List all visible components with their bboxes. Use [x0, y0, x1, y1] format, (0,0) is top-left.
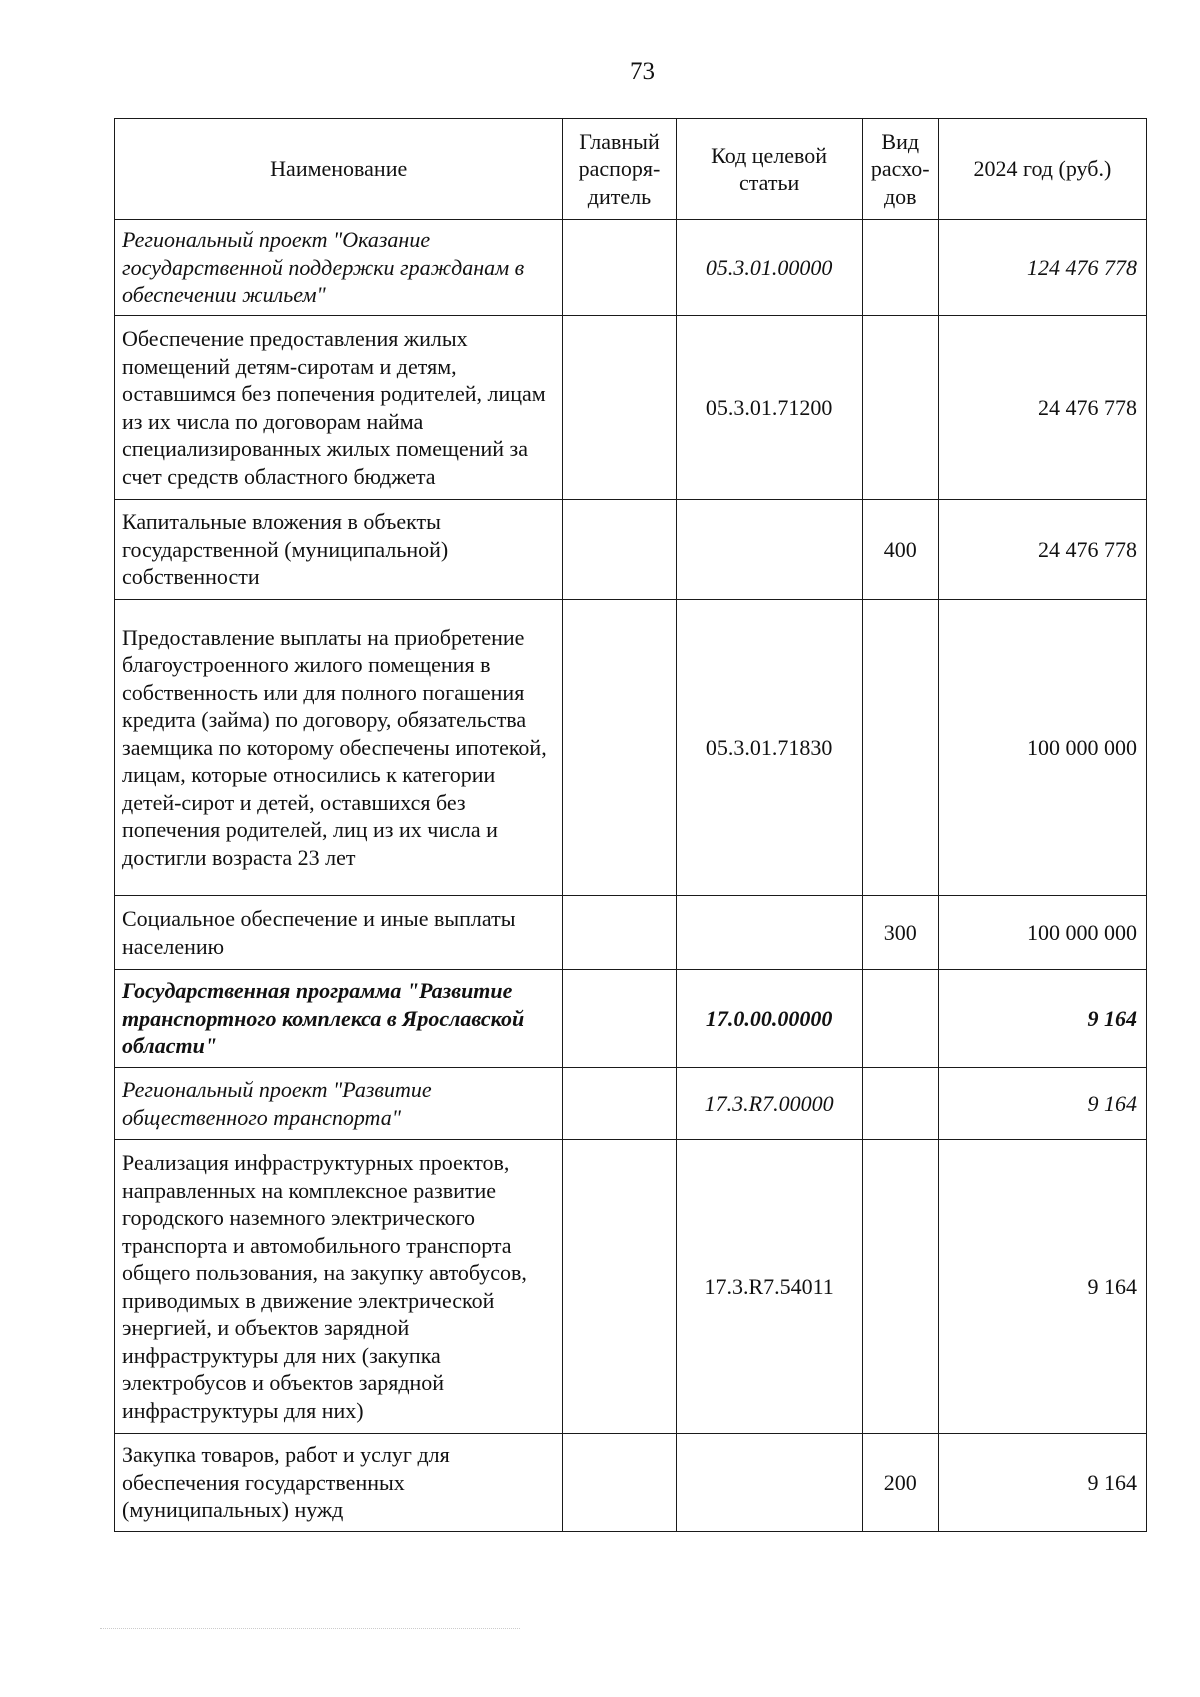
cell-amount: 9 164	[938, 1434, 1146, 1532]
cell-code: 17.3.R7.00000	[676, 1068, 862, 1140]
cell-name: Государственная программа "Развитие транспортного комплекса в Ярославской области"	[115, 970, 563, 1068]
cell-code	[676, 896, 862, 970]
cell-name: Обеспечение предоставления жилых помещений детям-сиротам и детям, оставшимся без попечения родителей, лицам из их числа по договорам найма специализированных жилых помещений за счет средств областного бюджета	[115, 316, 563, 500]
cell-admin	[563, 896, 676, 970]
header-type: Вид расхо-дов	[862, 119, 938, 220]
cell-code	[676, 1434, 862, 1532]
cell-name: Реализация инфраструктурных проектов, направленных на комплексное развитие городского наземного электрического транспорта и автомобильного транспорта общего пользования, на закупку автобусов, приводимых в движение электрической энергией, и объектов зарядной инфраструктуры для них (закупка электробусов и объектов зарядной инфраструктуры для них)	[115, 1140, 563, 1434]
cell-amount: 9 164	[938, 970, 1146, 1068]
cell-type	[862, 600, 938, 896]
cell-code: 05.3.01.71830	[676, 600, 862, 896]
cell-name: Региональный проект "Оказание государственной поддержки гражданам в обеспечении жильем"	[115, 220, 563, 316]
cell-code: 17.3.R7.54011	[676, 1140, 862, 1434]
cell-type: 300	[862, 896, 938, 970]
cell-type	[862, 220, 938, 316]
cell-admin	[563, 1068, 676, 1140]
header-amount: 2024 год (руб.)	[938, 119, 1146, 220]
cell-code: 17.0.00.00000	[676, 970, 862, 1068]
cell-admin	[563, 970, 676, 1068]
cell-type	[862, 1068, 938, 1140]
cell-amount: 24 476 778	[938, 500, 1146, 600]
table-row	[115, 1434, 1147, 1532]
header-admin: Главный распоря-дитель	[563, 119, 676, 220]
cell-name: Капитальные вложения в объекты государственной (муниципальной) собственности	[115, 500, 563, 600]
table-row	[115, 896, 1147, 970]
cell-code	[676, 500, 862, 600]
cell-name: Закупка товаров, работ и услуг для обеспечения государственных (муниципальных) нужд	[115, 1434, 563, 1532]
cell-admin	[563, 220, 676, 316]
cell-name: Предоставление выплаты на приобретение благоустроенного жилого помещения в собственность или для полного погашения кредита (займа) по договору, обязательства заемщика по которому обеспечены ипотекой, лицам, которые относились к категории детей-сирот и детей, оставшихся без попечения родителей, лиц из их числа и достигли возраста 23 лет	[115, 600, 563, 896]
cell-type: 400	[862, 500, 938, 600]
cell-code: 05.3.01.00000	[676, 220, 862, 316]
cell-amount: 9 164	[938, 1068, 1146, 1140]
cell-type	[862, 316, 938, 500]
cell-amount: 124 476 778	[938, 220, 1146, 316]
cell-type	[862, 970, 938, 1068]
scan-artifact	[100, 1628, 520, 1631]
header-name: Наименование	[115, 119, 563, 220]
cell-name: Региональный проект "Развитие общественного транспорта"	[115, 1068, 563, 1140]
cell-admin	[563, 600, 676, 896]
cell-admin	[563, 316, 676, 500]
page-number: 73	[630, 58, 655, 85]
cell-type: 200	[862, 1434, 938, 1532]
table-row	[115, 600, 1147, 896]
cell-amount: 100 000 000	[938, 600, 1146, 896]
budget-table	[114, 118, 1147, 1532]
table-header-row	[115, 119, 1147, 220]
table-row	[115, 316, 1147, 500]
table-row	[115, 970, 1147, 1068]
cell-code: 05.3.01.71200	[676, 316, 862, 500]
cell-amount: 9 164	[938, 1140, 1146, 1434]
cell-amount: 100 000 000	[938, 896, 1146, 970]
cell-admin	[563, 1434, 676, 1532]
cell-type	[862, 1140, 938, 1434]
table-row	[115, 220, 1147, 316]
cell-admin	[563, 500, 676, 600]
cell-name: Социальное обеспечение и иные выплаты населению	[115, 896, 563, 970]
cell-amount: 24 476 778	[938, 316, 1146, 500]
cell-admin	[563, 1140, 676, 1434]
table-row	[115, 1140, 1147, 1434]
header-code: Код целевой статьи	[676, 119, 862, 220]
table-row	[115, 500, 1147, 600]
table-row	[115, 1068, 1147, 1140]
